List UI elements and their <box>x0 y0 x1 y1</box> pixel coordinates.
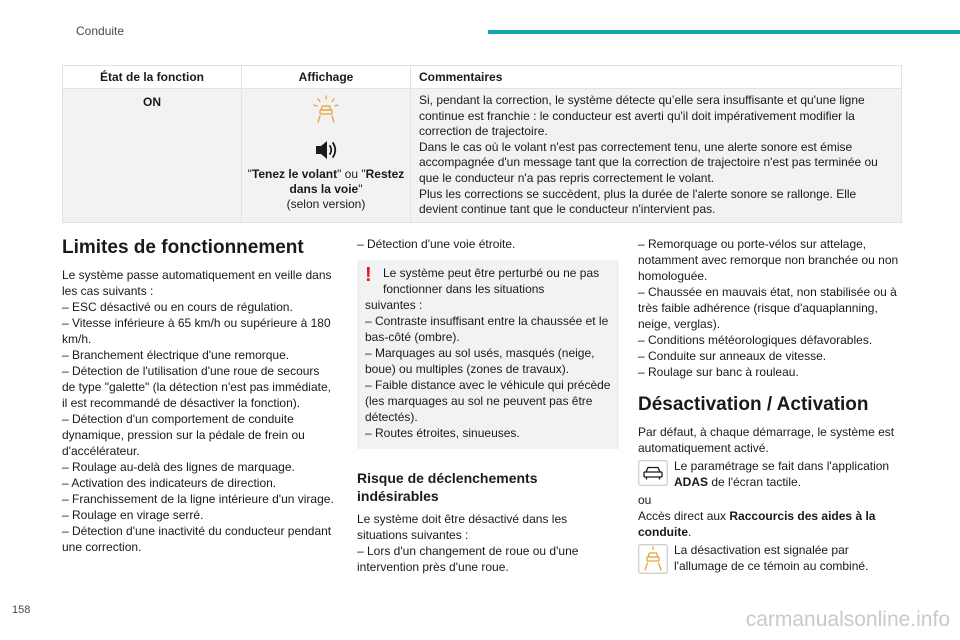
list-item: – Conditions météorologiques défavorables. <box>638 333 873 347</box>
header-display: Affichage <box>242 66 411 89</box>
list-item: – Contraste insuffisant entre la chaussée et le bas-côté (ombre). <box>365 314 609 344</box>
list-item: – ESC désactivé ou en cours de régulation. <box>62 300 293 314</box>
list-item: – Faible distance avec le véhicule qui précède (les marquages au sol ne peuvent pas être détectés). <box>365 378 611 424</box>
lane-warning-icon <box>311 95 341 123</box>
signal-text: La désactivation est signalée par l'allumage de ce témoin au combiné. <box>674 543 869 573</box>
column-left <box>62 236 334 555</box>
list-item: – Détection de l'utilisation d'une roue de secours de type "galette" (la détection n'est pas immédiate, il est recommandé de désactiver la fonction). <box>62 364 331 410</box>
comment-3: Plus les corrections se succèdent, plus la durée de l'alerte sonore se rallonge. Elle devient continue tant que le conducteur n'intervient pas. <box>419 186 857 217</box>
warning-lead-end: suivantes : <box>365 298 423 312</box>
list-item: – Roulage au-delà des lignes de marquage. <box>62 460 295 474</box>
display-cell <box>242 89 411 223</box>
warning-lead: Le système peut être perturbé ou ne pas fonctionner dans les situations <box>383 266 600 296</box>
list-item: – Franchissement de la ligne intérieure d'un virage. <box>62 492 334 506</box>
display-message: "Tenez le volant" ou "Restez dans la voie" <box>247 167 405 196</box>
list-item: – Roulage en virage serré. <box>62 508 204 522</box>
watermark: carmanualsonline.info <box>745 608 950 631</box>
list-item: – Activation des indicateurs de direction. <box>62 476 277 490</box>
false-triggers-heading: Risque de déclenchements indésirables <box>357 470 538 504</box>
page-number: 158 <box>12 604 31 616</box>
display-note: (selon version) <box>286 197 366 211</box>
deactivation-heading: Désactivation / Activation <box>638 394 869 415</box>
header-state: État de la fonction <box>63 66 242 89</box>
section-title: Conduite <box>76 24 125 38</box>
header-comments: Commentaires <box>411 66 902 89</box>
table-row <box>63 89 902 223</box>
list-item: – Détection d'un comportement de conduite dynamique, pression sur la pédale de frein ou d'accélérateur. <box>62 412 305 458</box>
list-item: – Remorquage ou porte-vélos sur attelage, notamment avec remorque non branchée ou non homologuée. <box>638 237 899 283</box>
direct-access-text: Accès direct aux Raccourcis des aides à la conduite. <box>638 509 876 539</box>
warning-box <box>357 260 619 449</box>
list-item: – Détection d'une inactivité du conducteur pendant une correction. <box>62 524 332 554</box>
deactivation-intro: Par défaut, à chaque démarrage, le système est automatiquement activé. <box>638 425 895 455</box>
car-icon <box>638 460 668 486</box>
comments-cell <box>411 89 902 223</box>
limits-heading: Limites de fonctionnement <box>62 237 304 258</box>
header-accent-bar <box>488 30 960 34</box>
list-item: – Conduite sur anneaux de vitesse. <box>638 349 827 363</box>
comment-1: Si, pendant la correction, le système détecte qu’elle sera insuffisante et qu'une ligne continue est franchie : le conducteur est averti qu'il doit impérativement modifier la correction de trajectoire. <box>419 93 865 139</box>
lane-warning-icon <box>638 544 668 574</box>
function-state-table <box>62 65 902 223</box>
comment-2: Dans le cas où le volant n'est pas correctement tenu, une alerte sonore est émise accompagnée d'un message tant que la correction de trajectoire n'est pas terminée ou que le conducteur n'a pas repris correctement le volant. <box>419 139 878 185</box>
list-item: – Routes étroites, sinueuses. <box>365 426 520 440</box>
column-right <box>638 236 900 576</box>
list-item: – Vitesse inférieure à 65 km/h ou supérieure à 180 km/h. <box>62 316 331 346</box>
limits-intro: Le système passe automatiquement en veille dans les cas suivants : <box>62 268 332 298</box>
list-item: – Roulage sur banc à rouleau. <box>638 365 799 379</box>
deactivation-signal-note <box>638 542 900 574</box>
sound-alert-icon <box>313 139 339 161</box>
warning-icon: ! <box>365 264 372 286</box>
false-triggers-intro: Le système doit être désactivé dans les situations suivantes : <box>357 512 568 542</box>
adas-setting-note: Le paramétrage se fait dans l'application ADAS de l'écran tactile. <box>638 458 900 490</box>
table-header-row <box>63 66 902 89</box>
or-text: ou <box>638 493 652 507</box>
list-item: – Marquages au sol usés, masqués (neige, boue) ou multiples (zones de travaux). <box>365 346 595 376</box>
column-middle <box>357 236 619 575</box>
list-item: – Détection d'une voie étroite. <box>357 237 516 251</box>
list-item: – Lors d'un changement de roue ou d'une intervention près d'une roue. <box>357 544 579 574</box>
list-item: – Chaussée en mauvais état, non stabilisée ou à très faible adhérence (risque d'aquaplanning, neige, verglas). <box>638 285 897 331</box>
state-cell: ON <box>63 89 242 223</box>
list-item: – Branchement électrique d'une remorque. <box>62 348 290 362</box>
